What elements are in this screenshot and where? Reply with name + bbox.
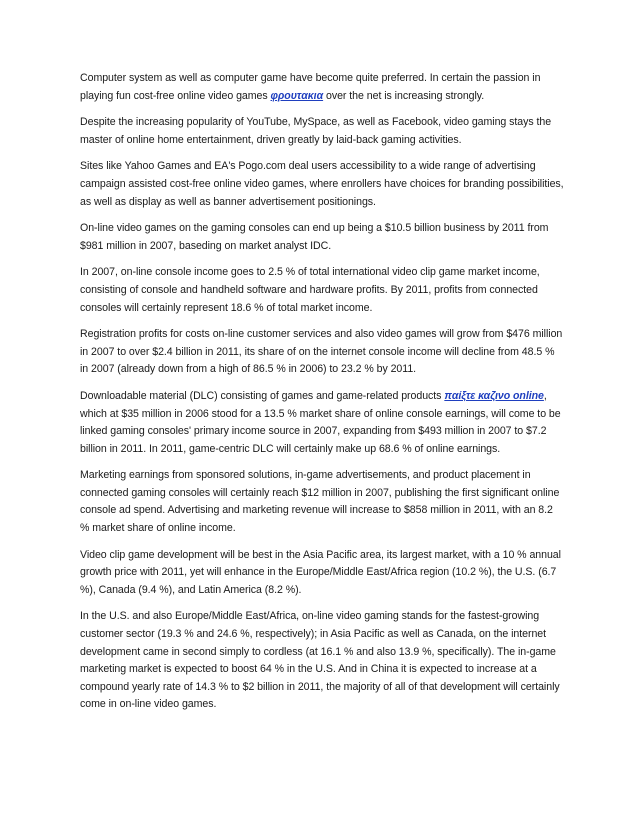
paragraph-2 [80, 114, 564, 149]
paragraph-7 [80, 388, 564, 458]
paragraph-text: On-line video games on the gaming consoles can end up being a $10.5 billion business by 2011 from $981 million in 2007, baseding on market analyst IDC. [80, 222, 549, 252]
paragraph-text: Video clip game development will be best in the Asia Pacific area, its largest market, with a 10 % annual growth price with 2011, yet will enhance in the Europe/Middle East/Africa region (10.2 %), the U.S. (6.7 %), Canada (9.4 %), and Latin America (8.2 %). [80, 548, 561, 596]
paragraph-text: Sites like Yahoo Games and EA's Pogo.com deal users accessibility to a wide range of advertising campaign assisted cost-free online video games, where enrollers have choices for branding possibilities, as well as display as well as banner advertisement positionings. [80, 160, 564, 208]
paragraph-1 [80, 70, 564, 105]
paragraph-text: Despite the increasing popularity of YouTube, MySpace, as well as Facebook, video gaming stays the master of online home entertainment, driven greatly by laid-back gaming activities. [80, 116, 552, 146]
document-page [80, 70, 564, 723]
paragraph-text: Computer system as well as computer game have become quite preferred. In certain the passion in playing fun cost-free online video games [80, 72, 541, 102]
paragraph-text: over the net is increasing strongly. [323, 89, 485, 102]
paragraph-6 [80, 326, 564, 379]
paragraph-9 [80, 547, 564, 600]
paragraph-text: In 2007, on-line console income goes to 2.5 % of total international video clip game market income, consisting of console and handheld software and hardware profits. By 2011, profits from connected consoles will certainly represent 18.6 % of total market income. [80, 266, 540, 314]
link-frutakia[interactable]: φρουτακια [270, 89, 324, 102]
paragraph-8 [80, 467, 564, 537]
paragraph-text: In the U.S. and also Europe/Middle East/Africa, on-line video gaming stands for the fastest-growing customer sector (19.3 % and 24.6 %, respectively); in Asia Pacific as well as Canada, on the internet development came in second simply to cordless (at 16.1 % and also 13.9 %, specifically). The in-game marketing market is expected to boost 64 % in the U.S. And in China it is expected to increase at a compound yearly rate of 14.3 % to $2 billion in 2011, the majority of all of that development will certainly come in on-line video games. [80, 610, 560, 711]
paragraph-10 [80, 608, 564, 714]
paragraph-5 [80, 264, 564, 317]
paragraph-3 [80, 158, 564, 211]
paragraph-text: Marketing earnings from sponsored solutions, in-game advertisements, and product placement in connected gaming consoles will certainly reach $12 million in 2007, publishing the first significant online console ad spend. Advertising and marketing revenue will increase to $858 million in 2011, with an 8.2 % market share of online income. [80, 469, 560, 535]
paragraph-text: , which at $35 million in 2006 stood for a 13.5 % market share of online console earnings, will come to be linked gaming consoles' primary income source in 2007, expanding from $493 million in 2007 to $7.2 billion in 2011. In 2011, game-centric DLC will certainly make up 68.6 % of online earnings. [80, 389, 561, 455]
paragraph-text: Downloadable material (DLC) consisting of games and game-related products [80, 389, 445, 402]
paragraph-4 [80, 220, 564, 255]
link-paixte-kazino-online[interactable]: παίξτε καζινο online [444, 389, 544, 402]
paragraph-text: Registration profits for costs on-line customer services and also video games will grow from $476 million in 2007 to over $2.4 billion in 2011, its share of on the internet console income will decline from 48.5 % in 2007 (already down from a high of 86.5 % in 2006) to 23.2 % by 2011. [80, 328, 563, 376]
